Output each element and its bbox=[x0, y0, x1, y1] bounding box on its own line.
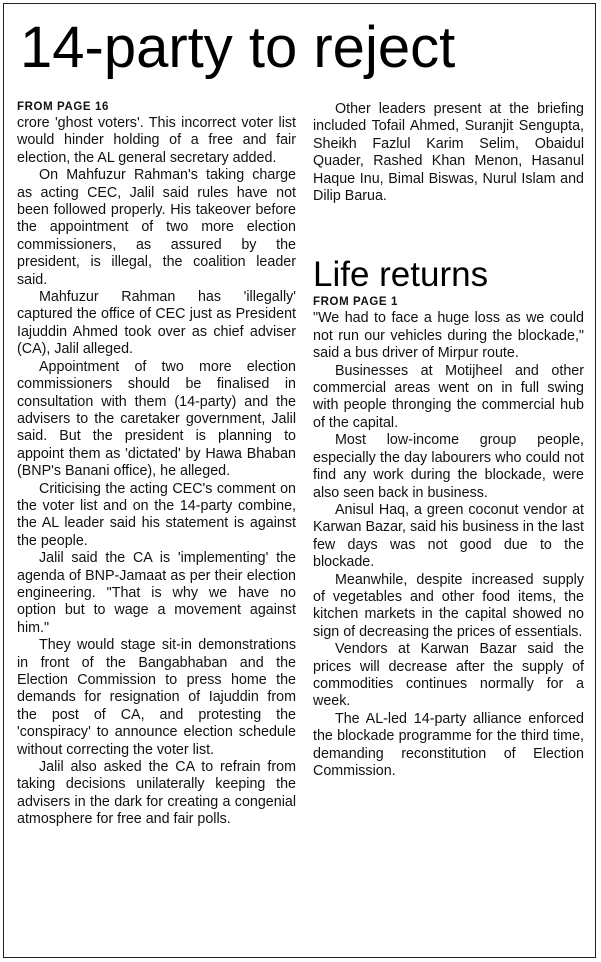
article-paragraph: On Mahfuzur Rahman's taking charge as acting CEC, Jalil said rules have not been followed properly. His takeover before the appointment of two more election commissioners, as assured by the president, is illegal, the coalition leader said. bbox=[17, 167, 296, 288]
article-paragraph: crore 'ghost voters'. This incorrect voter list would hinder holding of a free and fair election, the AL general secretary added. bbox=[17, 115, 296, 166]
article-paragraph: Mahfuzur Rahman has 'illegally' captured the office of CEC just as President Iajuddin Ahmed took over as chief adviser (CA), Jalil alleged. bbox=[17, 289, 296, 358]
article-paragraph: Criticising the acting CEC's comment on the voter list and on the 14-party combine, the AL leader said his statement is against the people. bbox=[17, 480, 296, 549]
article-paragraph: Appointment of two more election commissioners should be finalised in consultation with them (14-party) and the advisers to the caretaker government, Jalil said. But the president is planning to appoint them as 'dictated' by Hawa Bhaban (BNP's Banani office), he alleged. bbox=[17, 358, 296, 480]
article-paragraph: The AL-led 14-party alliance enforced the blockade programme for the third time, demanding reconstitution of Election Commission. bbox=[313, 710, 584, 779]
jump-label-right: FROM PAGE 1 bbox=[313, 296, 398, 309]
article-paragraph: Anisul Haq, a green coconut vendor at Karwan Bazar, said his business in the last few days was not good due to the blockade. bbox=[313, 501, 584, 571]
left-column bbox=[17, 100, 296, 829]
page-headline: 14-party to reject bbox=[20, 15, 456, 80]
article-paragraph: Businesses at Motijheel and other commercial areas went on in full swing with people thronging the commercial hub of the capital. bbox=[313, 362, 584, 431]
article-paragraph: Meanwhile, despite increased supply of vegetables and other food items, the kitchen markets in the capital showed no sign of decreasing the prices of essentials. bbox=[313, 571, 584, 640]
article-paragraph: Other leaders present at the briefing included Tofail Ahmed, Suranjit Sengupta, Sheikh Fazlul Karim Selim, Obaidul Quader, Rashed Khan Menon, Hasanul Haque Inu, Bimal Biswas, Nurul Islam and Dilip Barua. bbox=[313, 101, 584, 205]
right-column bbox=[313, 101, 584, 780]
article-paragraph: Vendors at Karwan Bazar said the prices will decrease after the supply of commodities continues normally for a week. bbox=[313, 641, 584, 710]
article-paragraph: "We had to face a huge loss as we could not run our vehicles during the blockade," said a bus driver of Mirpur route. bbox=[313, 310, 584, 362]
article-paragraph: They would stage sit-in demonstrations in front of the Bangabhaban and the Election Commission to press home the demands for resignation of Iajuddin from the post of CA, and protesting the 'conspiracy' to announce election schedule without correcting the voter list. bbox=[17, 637, 296, 758]
article-paragraph: Jalil said the CA is 'implementing' the agenda of BNP-Jamaat as per their election engineering. "That is why we have no option but to wage a movement against him." bbox=[17, 550, 296, 636]
second-headline: Life returns bbox=[313, 255, 489, 295]
jump-label-left: FROM PAGE 16 bbox=[17, 101, 109, 113]
article-paragraph: Most low-income group people, especially the day labourers who could not find any work during the blockade, were also seen back in business. bbox=[313, 432, 584, 501]
article-paragraph: Jalil also asked the CA to refrain from taking decisions unilaterally keeping the advisers in the dark for creating a congenial atmosphere for free and fair polls. bbox=[17, 759, 296, 828]
